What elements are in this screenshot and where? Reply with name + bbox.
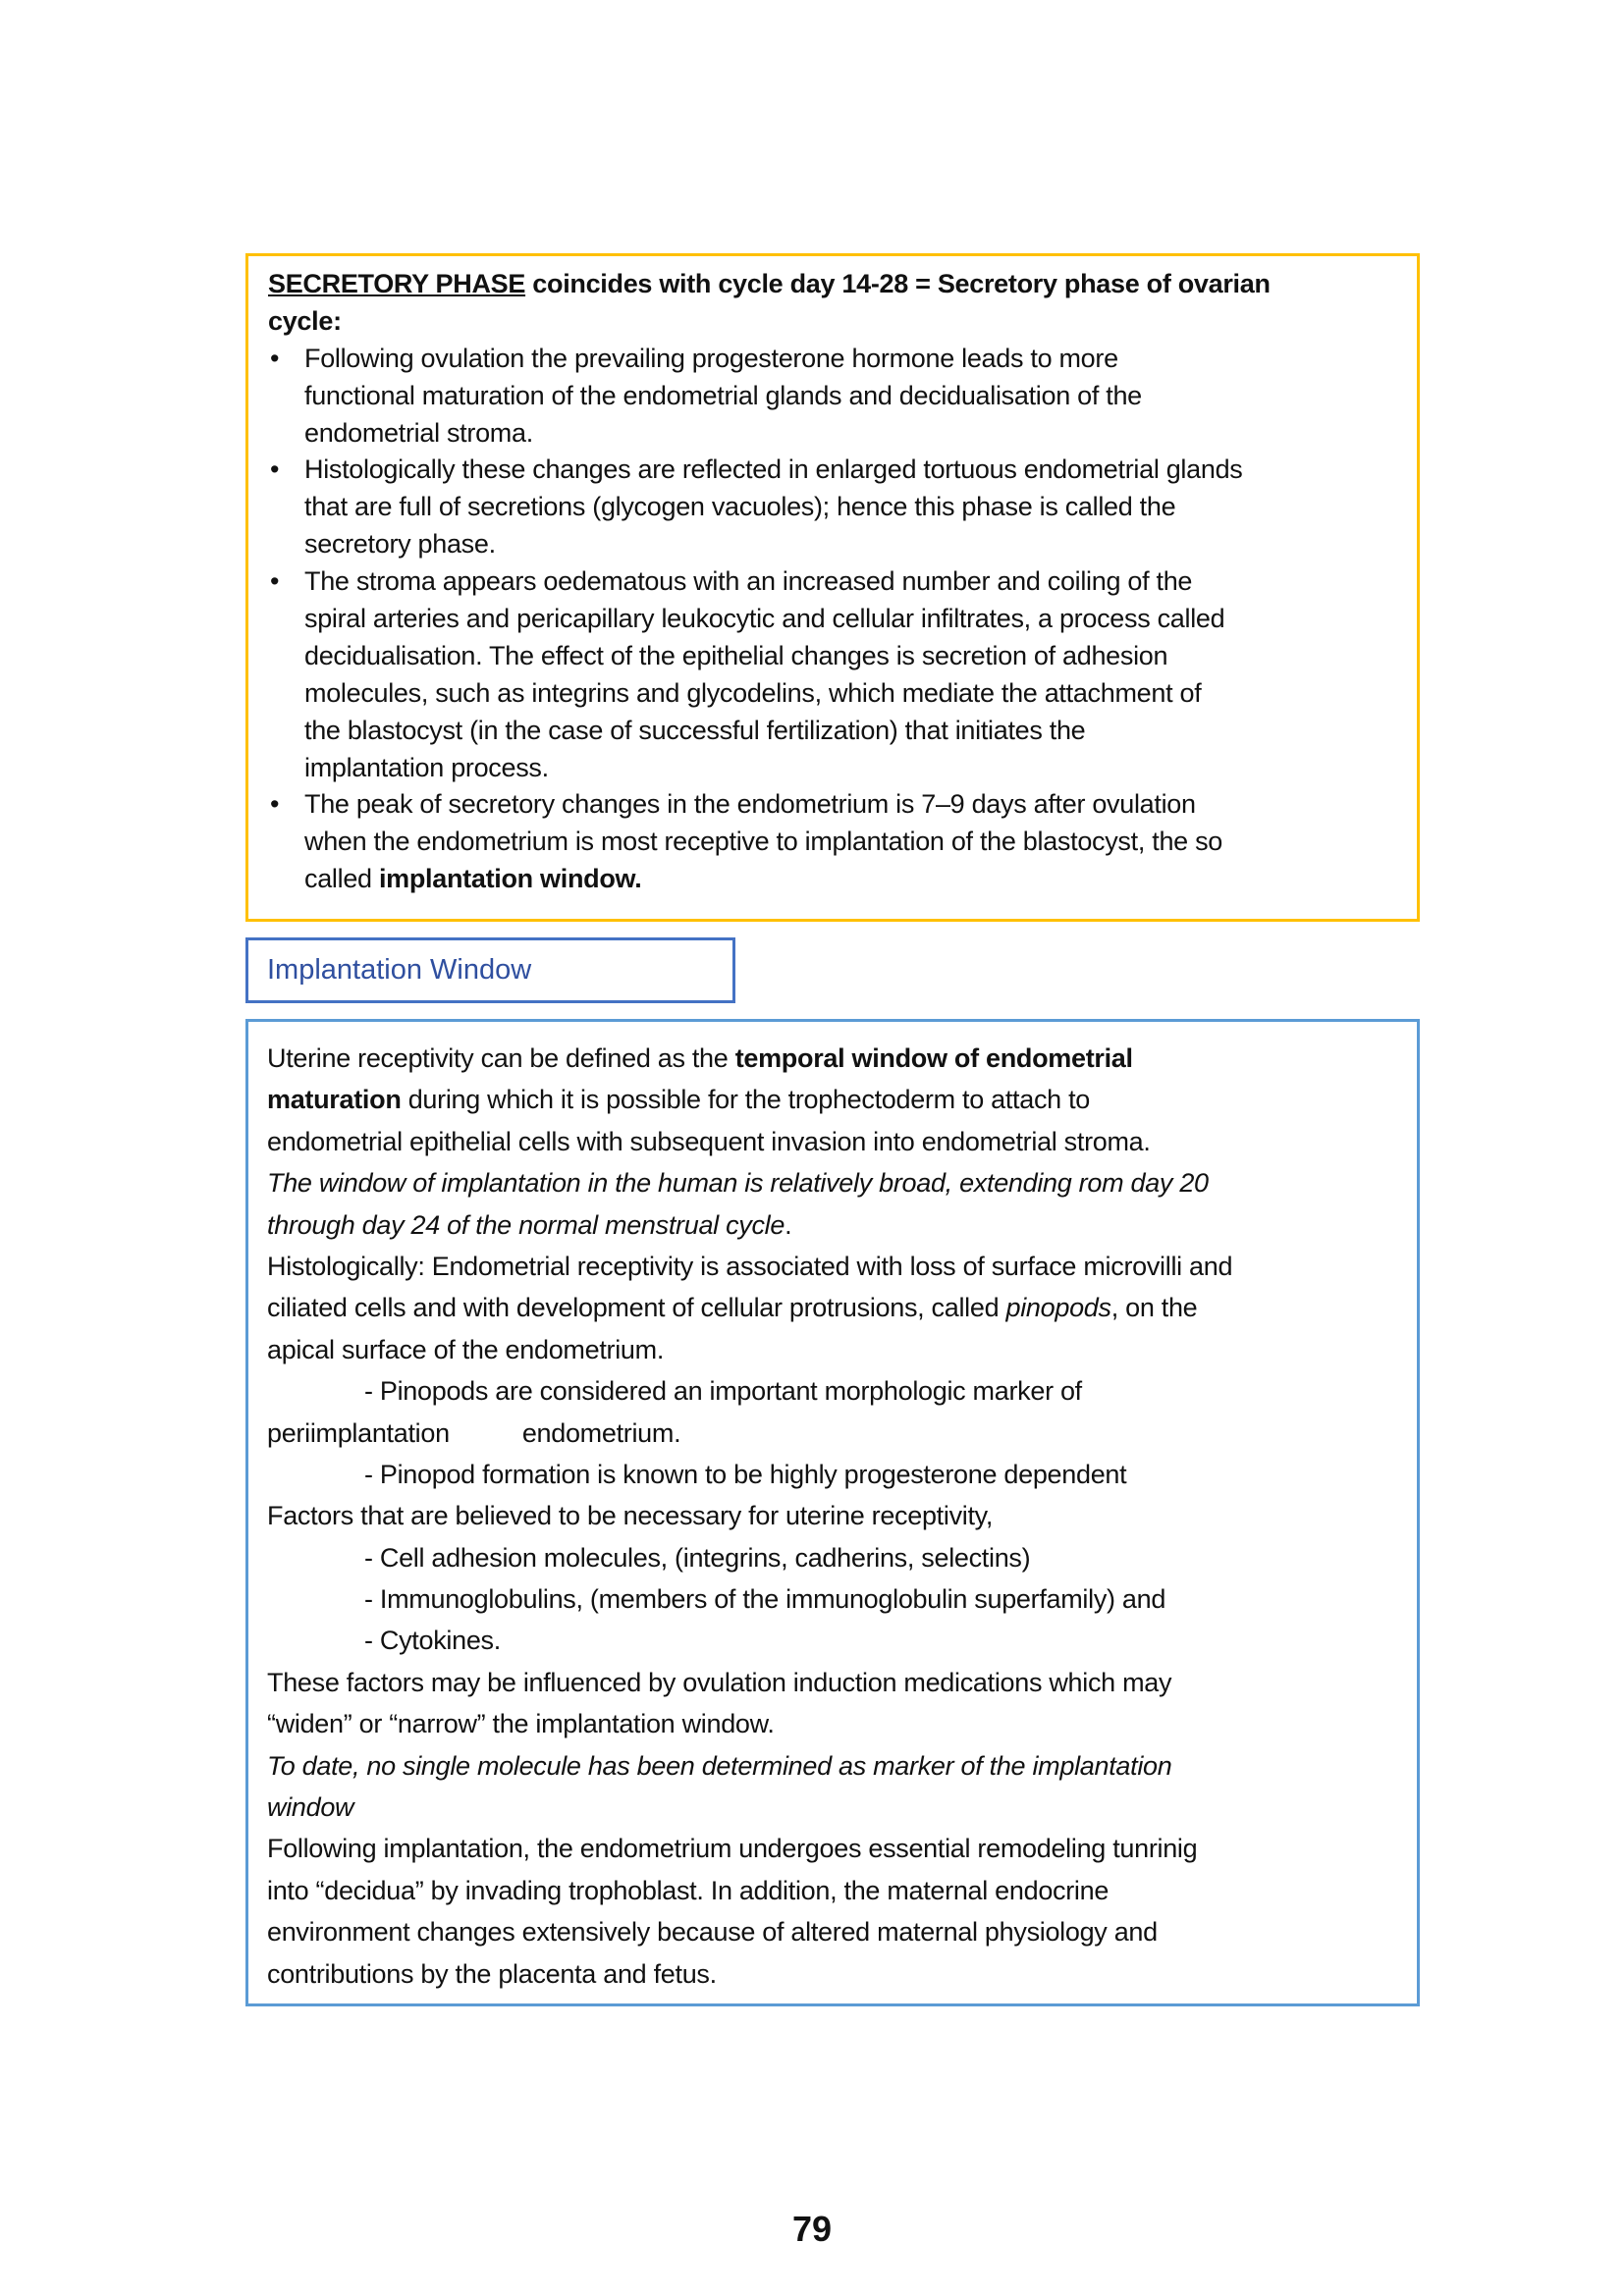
- text-run: Uterine receptivity can be defined as the: [267, 1043, 735, 1073]
- page-number: 79: [791, 2209, 833, 2249]
- text-run: .: [785, 1209, 792, 1240]
- implantation-window-box: [245, 1019, 1420, 2006]
- text-run: apical surface of the endometrium.: [267, 1334, 665, 1364]
- text-run: contributions by the placenta and fetus.: [267, 1958, 717, 1989]
- text-run: - Immunoglobulins, (members of the immunoglobulin superfamily) and: [364, 1584, 1166, 1615]
- text-line: [268, 303, 1417, 341]
- text-run: The peak of secretory changes in the endometrium is 7–9 days after ovulation: [304, 789, 1196, 820]
- text-run: These factors may be influenced by ovulation induction medications which may: [267, 1667, 1172, 1697]
- text-line: [267, 1287, 1417, 1328]
- text-run: ciliated cells and with development of cellular protrusions, called: [267, 1293, 1006, 1323]
- text-line: [268, 675, 1417, 713]
- text-line: [267, 1870, 1417, 1911]
- text-line: [268, 489, 1417, 526]
- text-line: [268, 601, 1417, 638]
- text-run: - Cytokines.: [364, 1626, 501, 1656]
- text-run: Following ovulation the prevailing progesterone hormone leads to more: [304, 343, 1118, 373]
- text-line: [267, 1662, 1417, 1703]
- text-run: Following implantation, the endometrium undergoes essential remodeling tunrinig: [267, 1834, 1198, 1864]
- text-run: functional maturation of the endometrial glands and decidualisation of the: [304, 380, 1142, 410]
- text-run: the blastocyst (in the case of successful fertilization) that initiates the: [304, 715, 1086, 745]
- bullet-icon: •: [270, 343, 280, 373]
- text-run: periimplantation: [267, 1417, 450, 1448]
- text-line: [268, 638, 1417, 675]
- text-run: Histologically these changes are reflected in enlarged tortuous endometrial glands: [304, 454, 1243, 485]
- text-run: when the endometrium is most receptive to implantation of the blastocyst, the so: [304, 827, 1222, 857]
- text-run: - Pinopod formation is known to be highly progesterone dependent: [364, 1459, 1127, 1489]
- text-line: [267, 1246, 1417, 1287]
- text-run: maturation: [267, 1085, 402, 1115]
- text-line: [267, 1370, 1417, 1412]
- text-run: The window of implantation in the human is relatively broad, extending rom day 20: [267, 1168, 1209, 1199]
- text-run: implantation process.: [304, 752, 549, 782]
- text-line: [267, 1495, 1417, 1536]
- bullet-item-line: [268, 452, 1417, 489]
- text-run: secretory phase.: [304, 529, 496, 560]
- bullet-item-line: [268, 341, 1417, 378]
- text-line: [267, 1204, 1417, 1246]
- text-line: [267, 1745, 1417, 1787]
- text-line: [268, 750, 1417, 787]
- text-line: [268, 713, 1417, 750]
- text-line: [267, 1329, 1417, 1370]
- text-line: [267, 1787, 1417, 1828]
- text-line: [267, 1454, 1417, 1495]
- text-run: through day 24 of the normal menstrual cycle: [267, 1209, 785, 1240]
- text-run: endometrium.: [521, 1417, 681, 1448]
- text-run: during which it is possible for the trophectoderm to attach to: [401, 1085, 1090, 1115]
- text-run: To date, no single molecule has been determined as marker of the implantation: [267, 1750, 1172, 1781]
- text-run: cycle:: [268, 305, 342, 336]
- text-line: [267, 1162, 1417, 1203]
- text-run: - Pinopods are considered an important morphologic marker of: [364, 1376, 1082, 1407]
- text-run: window: [267, 1792, 354, 1823]
- text-run: pinopods: [1005, 1293, 1111, 1323]
- text-run: molecules, such as integrins and glycodelins, which mediate the attachment of: [304, 677, 1202, 708]
- text-run: endometrial stroma.: [304, 417, 533, 448]
- text-run: into “decidua” by invading trophoblast. In addition, the maternal endocrine: [267, 1875, 1110, 1905]
- text-line: [267, 1079, 1417, 1120]
- text-run: temporal window of endometrial: [734, 1043, 1133, 1073]
- text-run: that are full of secretions (glycogen vacuoles); hence this phase is called the: [304, 492, 1176, 522]
- text-line: [267, 1953, 1417, 1995]
- text-line: [267, 1537, 1417, 1578]
- text-run: , on the: [1110, 1293, 1198, 1323]
- text-run: coincides with cycle day 14-28 = Secretory phase of ovarian: [525, 269, 1271, 298]
- bullet-item-line: [268, 563, 1417, 601]
- bullet-icon: •: [270, 789, 280, 820]
- text-run: endometrial epithelial cells with subsequent invasion into endometrial stroma.: [267, 1126, 1151, 1156]
- text-line: [268, 378, 1417, 415]
- text-run: environment changes extensively because of altered maternal physiology and: [267, 1917, 1158, 1948]
- text-line: [267, 1703, 1417, 1744]
- text-line: [268, 824, 1417, 861]
- text-run: called: [304, 864, 379, 894]
- text-line: [267, 1038, 1417, 1079]
- text-run: The stroma appears oedematous with an increased number and coiling of the: [304, 566, 1193, 597]
- text-line: [267, 1578, 1417, 1620]
- text-line: [268, 861, 1417, 898]
- text-run: decidualisation. The effect of the epithelial changes is secretion of adhesion: [304, 640, 1168, 670]
- text-run: spiral arteries and pericapillary leukocytic and cellular infiltrates, a process called: [304, 604, 1225, 634]
- text-line: [268, 415, 1417, 453]
- text-line: [268, 266, 1417, 303]
- bullet-item-line: [268, 786, 1417, 824]
- text-line: [267, 1620, 1417, 1661]
- section-title: Implantation Window: [267, 954, 532, 986]
- bullet-icon: •: [270, 454, 280, 485]
- text-run: Histologically: Endometrial receptivity is associated with loss of surface microvilli and: [267, 1251, 1233, 1281]
- text-line: [267, 1413, 1417, 1454]
- text-line: [268, 526, 1417, 563]
- text-run: implantation window.: [378, 864, 642, 894]
- bullet-icon: •: [270, 566, 280, 597]
- text-run: SECRETORY PHASE: [268, 269, 526, 298]
- text-run: “widen” or “narrow” the implantation window.: [267, 1709, 775, 1739]
- text-line: [267, 1121, 1417, 1162]
- text-line: [267, 1828, 1417, 1869]
- section-title-box: [245, 937, 735, 1003]
- text-run: Factors that are believed to be necessary for uterine receptivity,: [267, 1501, 994, 1531]
- text-run: - Cell adhesion molecules, (integrins, cadherins, selectins): [364, 1542, 1031, 1573]
- secretory-phase-box: [245, 253, 1420, 922]
- text-line: [267, 1911, 1417, 1952]
